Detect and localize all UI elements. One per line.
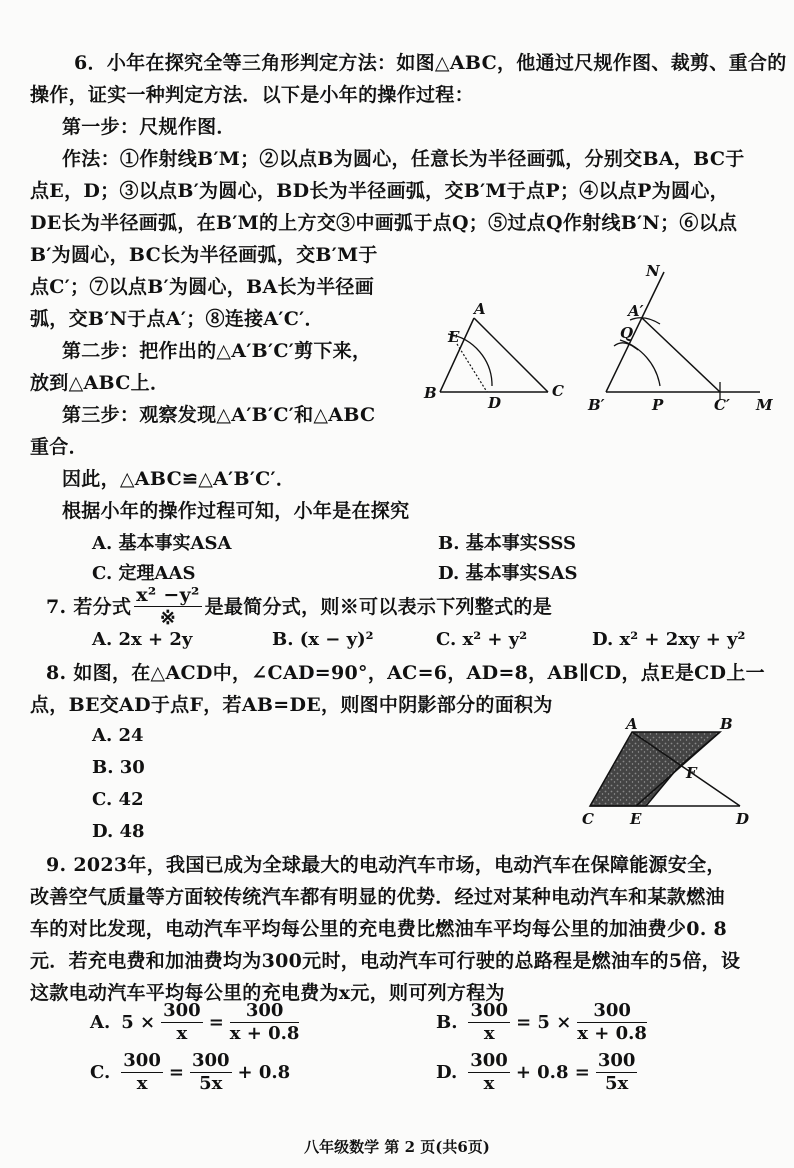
q9-option-b [436, 1000, 650, 1045]
q8-line-2: 点，BE交AD于点F，若AB=DE，则图中阴影部分的面积为 [30, 694, 553, 716]
q6-line-2: 操作，证实一种判定方法．以下是小年的操作过程： [30, 84, 474, 106]
q9-option-c-den1: x [136, 1073, 148, 1094]
q9-line-3: 车的对比发现，电动汽车平均每公里的充电费比燃油车平均每公里的加油费少0. 8 [30, 918, 728, 940]
fig1-label-b: B [424, 384, 437, 402]
fig1-label-a: A [474, 300, 486, 318]
q9-option-c-num2: 300 [191, 1050, 230, 1071]
q7-option-b: B. (x − y)² [272, 629, 374, 650]
q9-option-b-eq: = 5 × [516, 1012, 572, 1033]
q8-fig-label-c: C [582, 810, 594, 828]
fig2-label-p: P [652, 396, 664, 414]
q6-line-8: 点C′；⑦以点B′为圆心，BA长为半径画 [30, 276, 375, 298]
q9-option-c-post: + 0.8 [237, 1062, 291, 1083]
q6-option-a: A. 基本事实ASA [92, 533, 232, 554]
q8-fig-label-b: B [720, 718, 733, 733]
q7-fraction-denominator: ※ [159, 607, 177, 629]
q6-line-9: 弧，交B′N于点A′；⑧连接A′C′． [30, 308, 324, 330]
q9-option-b-frac1 [468, 1000, 510, 1045]
q7-option-a: A. 2x + 2y [92, 629, 193, 650]
q8-fig-label-e: E [630, 810, 642, 828]
q9-option-c-eq: = [168, 1062, 184, 1083]
fig1-label-c: C [552, 382, 564, 400]
q9-option-a [90, 1000, 302, 1045]
q9-line-2: 改善空气质量等方面较传统汽车都有明显的优势．经过对某种电动汽车和某款燃油 [30, 886, 725, 908]
q8-fig-label-d: D [736, 810, 750, 828]
q7-stem-post: 是最简分式，则※可以表示下列整式的是 [204, 595, 553, 618]
q7-option-d: D. x² + 2xy + y² [592, 629, 746, 650]
fig2-label-b-prime: B′ [588, 396, 605, 414]
q8-option-d: D. 48 [92, 821, 145, 842]
q9-option-a-num1: 300 [163, 1000, 201, 1021]
fig2-label-q: Q [620, 324, 634, 342]
q7-stem [46, 584, 552, 629]
q9-option-b-frac2 [577, 1000, 647, 1045]
fig2-label-n: N [646, 262, 660, 280]
q6-line-4: 作法：①作射线B′M；②以点B为圆心，任意长为半径画弧，分别交BA，BC于 [62, 148, 745, 170]
q9-option-b-label: B. [436, 1012, 458, 1033]
q6-line-13: 重合． [30, 436, 88, 458]
q8-fig-label-a: A [626, 718, 638, 733]
q9-option-a-eq: = [208, 1012, 224, 1033]
q9-line-1: 9. 2023年，我国已成为全球最大的电动汽车市场，电动汽车在保障能源安全， [46, 854, 726, 876]
q9-option-c-label: C. [90, 1062, 111, 1083]
q9-option-d-mid: + 0.8 = [515, 1062, 590, 1083]
q9-option-b-den1: x [483, 1023, 495, 1044]
fig2-label-a-prime: A′ [628, 302, 644, 320]
q6-line-1: 6．小年在探究全等三角形判定方法：如图△ABC，他通过尺规作图、裁剪、重合的 [74, 52, 787, 74]
q9-option-a-den2: x + 0.8 [229, 1023, 300, 1044]
q9-option-a-pre: 5 × [121, 1012, 156, 1033]
q9-option-c-den2: 5x [199, 1073, 223, 1094]
q9-option-b-den2: x + 0.8 [577, 1023, 647, 1044]
q7-fraction [134, 584, 201, 629]
q9-line-5: 这款电动汽车平均每公里的充电费为x元，则可列方程为 [30, 982, 505, 1004]
q9-option-c-num1: 300 [123, 1050, 161, 1071]
q9-option-d-num2: 300 [597, 1050, 636, 1071]
fig1-label-d: D [488, 394, 502, 412]
q9-option-d-frac2 [596, 1050, 638, 1095]
q7-stem-pre: 7. 若分式 [46, 595, 132, 618]
fig2-label-m: M [756, 396, 773, 414]
q6-line-6: DE长为半径画弧，在B′M的上方交③中画弧于点Q；⑤过点Q作射线B′N；⑥以点 [30, 212, 738, 234]
q9-option-d-num1: 300 [470, 1050, 508, 1071]
q6-option-d: D. 基本事实SAS [438, 563, 578, 584]
q6-line-10: 第二步：把作出的△A′B′C′剪下来， [62, 340, 372, 362]
q9-option-b-num2: 300 [577, 1000, 647, 1023]
q9-option-d-den2: 5x [604, 1073, 629, 1094]
q9-option-a-frac2 [230, 1000, 300, 1045]
q6-option-c: C. 定理AAS [92, 563, 196, 584]
q6-figure-triangle-abc [418, 296, 578, 416]
q8-fig-label-f: F [686, 764, 697, 782]
q8-figure [574, 718, 774, 830]
fig1-label-e: E [448, 328, 460, 346]
q6-line-7: B′为圆心，BC长为半径画弧，交B′M于 [30, 244, 378, 266]
q8-option-b: B. 30 [92, 757, 145, 778]
q9-option-d-den1: x [483, 1073, 495, 1094]
q9-option-a-den1: x [176, 1023, 188, 1044]
q9-option-d-label: D. [436, 1062, 458, 1083]
q6-line-5: 点E，D；③以点B′为圆心，BD长为半径画弧，交B′M于点P；④以点P为圆心， [30, 180, 729, 202]
q9-option-a-num2: 300 [230, 1000, 300, 1023]
q9-option-d [436, 1050, 640, 1095]
q9-option-c-frac1 [121, 1050, 163, 1095]
q9-option-a-frac1 [161, 1000, 203, 1045]
q8-line-1: 8. 如图，在△ACD中，∠CAD=90°，AC=6，AD=8，AB∥CD，点E是CD上一 [46, 662, 765, 684]
q6-line-11: 放到△ABC上． [30, 372, 170, 394]
page-footer: 八年级数学 第 2 页(共6页) [304, 1138, 490, 1156]
q8-option-a: A. 24 [92, 725, 144, 746]
q6-option-b: B. 基本事实SSS [438, 533, 576, 554]
q9-line-4: 元．若充电费和加油费均为300元时，电动汽车可行驶的总路程是燃油车的5倍，设 [30, 950, 741, 972]
q9-option-c-frac2 [190, 1050, 232, 1095]
fig2-label-c-prime: C′ [714, 396, 730, 414]
q6-line-14: 因此，△ABC≌△A′B′C′． [62, 468, 296, 490]
q7-option-c: C. x² + y² [436, 629, 528, 650]
q9-option-c [90, 1050, 293, 1095]
q8-option-c: C. 42 [92, 789, 144, 810]
q6-line-3: 第一步：尺规作图． [62, 116, 236, 138]
q9-option-b-num1: 300 [470, 1000, 509, 1021]
q9-option-a-label: A. [90, 1012, 111, 1033]
q6-line-15: 根据小年的操作过程可知，小年是在探究 [62, 500, 410, 522]
q6-figure-construction [580, 258, 780, 418]
q9-option-d-frac1 [468, 1050, 510, 1095]
q7-fraction-numerator: x² −y² [136, 584, 200, 606]
q6-line-12: 第三步：观察发现△A′B′C′和△ABC [62, 404, 376, 426]
